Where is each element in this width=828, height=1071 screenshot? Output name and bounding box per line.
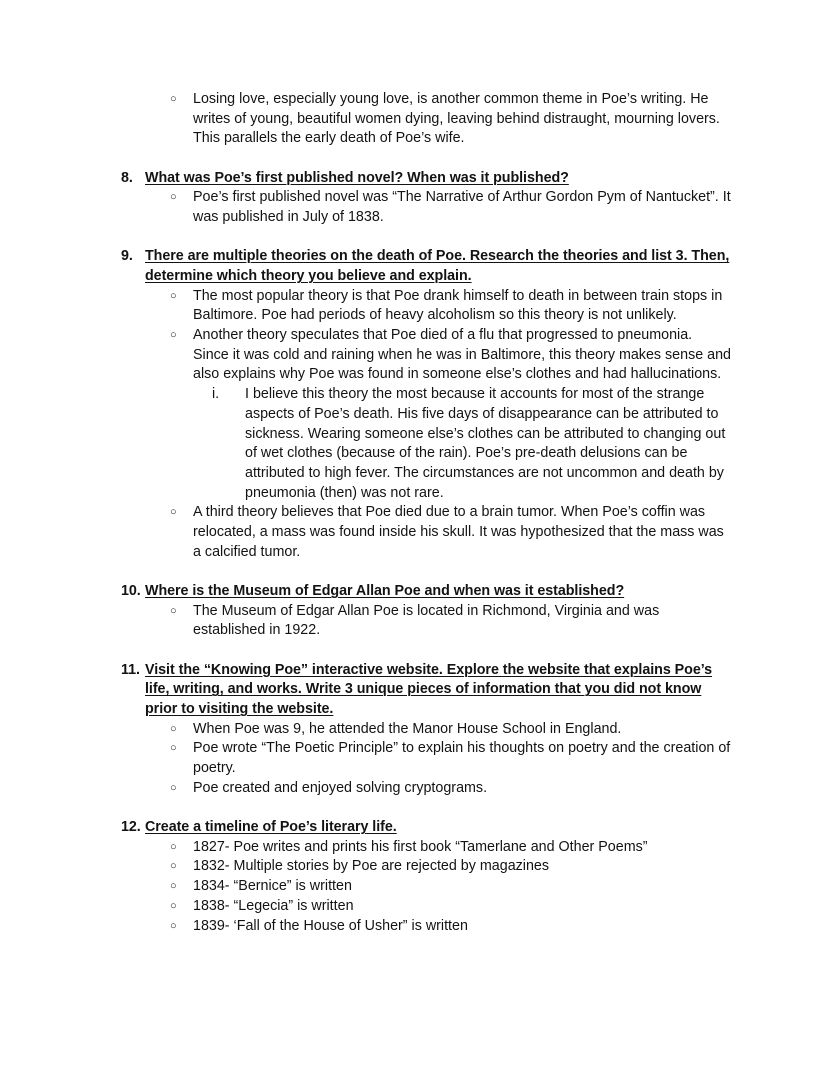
hollow-circle-bullet-icon: ○ — [170, 919, 177, 932]
roman-list — [121, 385, 732, 503]
list-item-text: Poe created and enjoyed solving cryptograms. — [193, 779, 488, 796]
question-number: 9. — [121, 248, 133, 265]
list-item-text: The Museum of Edgar Allan Poe is located in Richmond, Virginia and was established in 1922. — [193, 602, 660, 639]
bullet-list — [121, 720, 732, 799]
hollow-circle-bullet-icon: ○ — [170, 506, 177, 519]
bullet-list — [121, 838, 732, 937]
list-item-text: Poe’s first published novel was “The Narrative of Arthur Gordon Pym of Nantucket”. It was published in July of 1838. — [193, 189, 731, 226]
question-number: 11. — [121, 661, 140, 678]
question-block — [121, 90, 732, 149]
list-item — [121, 917, 732, 937]
list-item — [121, 877, 732, 897]
list-item-text: 1839- ‘Fall of the House of Usher” is written — [193, 917, 468, 934]
hollow-circle-bullet-icon: ○ — [170, 722, 177, 735]
document-body — [121, 90, 732, 936]
question-heading-text: There are multiple theories on the death of Poe. Research the theories and list 3. Then, determine which theory you believe and explain. — [145, 248, 730, 284]
roman-numeral-marker: i. — [212, 386, 220, 403]
list-item — [121, 188, 732, 227]
hollow-circle-bullet-icon: ○ — [170, 289, 177, 302]
hollow-circle-bullet-icon: ○ — [170, 899, 177, 912]
question-heading — [121, 818, 732, 838]
list-item-text: When Poe was 9, he attended the Manor House School in England. — [193, 720, 622, 737]
list-item — [121, 857, 732, 877]
list-item-text: Poe wrote “The Poetic Principle” to explain his thoughts on poetry and the creation of poetry. — [193, 740, 731, 777]
hollow-circle-bullet-icon: ○ — [170, 191, 177, 204]
question-heading-text: What was Poe’s first published novel? When was it published? — [145, 169, 569, 186]
list-item — [121, 90, 732, 149]
question-block — [121, 661, 732, 799]
bullet-list — [121, 90, 732, 149]
list-item — [121, 838, 732, 858]
list-item — [121, 739, 732, 778]
roman-list-item — [121, 385, 732, 503]
question-heading — [121, 169, 732, 189]
question-heading — [121, 582, 732, 602]
question-block — [121, 582, 732, 641]
list-item-text: Losing love, especially young love, is another common theme in Poe’s writing. He writes of young, beautiful women dying, leaving behind distraught, mourning lovers. This parallels the early death of Poe’s wife. — [193, 91, 720, 147]
list-item-text: 1832- Multiple stories by Poe are rejected by magazines — [193, 858, 550, 875]
question-number: 10. — [121, 582, 141, 599]
list-item-text: 1834- “Bernice” is written — [193, 878, 352, 895]
question-heading-text: Visit the “Knowing Poe” interactive website. Explore the website that explains Poe’s life, writing, and works. Write 3 unique pieces of information that you did not know prior to visiting the website. — [145, 661, 713, 717]
question-block — [121, 818, 732, 936]
hollow-circle-bullet-icon: ○ — [170, 860, 177, 873]
list-item-text: The most popular theory is that Poe drank himself to death in between train stops in Baltimore. Poe had periods of heavy alcoholism so this theory is not unlikely. — [193, 287, 723, 324]
list-item — [121, 326, 732, 385]
question-heading-text: Where is the Museum of Edgar Allan Poe and when was it established? — [145, 582, 625, 599]
bullet-list — [121, 602, 732, 641]
hollow-circle-bullet-icon: ○ — [170, 840, 177, 853]
hollow-circle-bullet-icon: ○ — [170, 742, 177, 755]
question-heading-text: Create a timeline of Poe’s literary life. — [145, 819, 397, 835]
question-block — [121, 169, 732, 228]
list-item — [121, 720, 732, 740]
list-item — [121, 602, 732, 641]
question-heading — [121, 247, 732, 286]
bullet-list — [121, 287, 732, 563]
roman-list-item-text: I believe this theory the most because it accounts for most of the strange aspects of Poe’s death. His five days of disappearance can be attributed to sickness. Wearing someone else’s clothes can be attributed to changing out of wet clothes (because of the rain). Poe’s pre-death delusions can be attributed to high fever. The circumstances are not uncommon and death by pneumonia (then) was not rare. — [245, 386, 726, 501]
hollow-circle-bullet-icon: ○ — [170, 781, 177, 794]
question-block — [121, 247, 732, 562]
list-item — [121, 897, 732, 917]
question-number: 12. — [121, 819, 141, 835]
hollow-circle-bullet-icon: ○ — [170, 880, 177, 893]
question-number: 8. — [121, 169, 133, 186]
hollow-circle-bullet-icon: ○ — [170, 329, 177, 342]
bullet-list — [121, 188, 732, 227]
list-item-text: 1838- “Legecia” is written — [193, 897, 354, 914]
hollow-circle-bullet-icon: ○ — [170, 93, 177, 105]
list-item — [121, 287, 732, 326]
list-item-text: A third theory believes that Poe died due to a brain tumor. When Poe’s coffin was relocated, a mass was found inside his skull. It was hypothesized that the mass was a calcified tumor. — [193, 504, 724, 560]
list-item — [121, 503, 732, 562]
list-item-text: Another theory speculates that Poe died of a flu that progressed to pneumonia. Since it was cold and raining when he was in Baltimore, this theory makes sense and also explains why Poe was found in someone else’s clothes and had hallucinations. — [193, 327, 732, 383]
list-item-text: 1827- Poe writes and prints his first book “Tamerlane and Other Poems” — [193, 838, 648, 855]
hollow-circle-bullet-icon: ○ — [170, 604, 177, 617]
question-heading — [121, 661, 732, 720]
list-item — [121, 779, 732, 799]
